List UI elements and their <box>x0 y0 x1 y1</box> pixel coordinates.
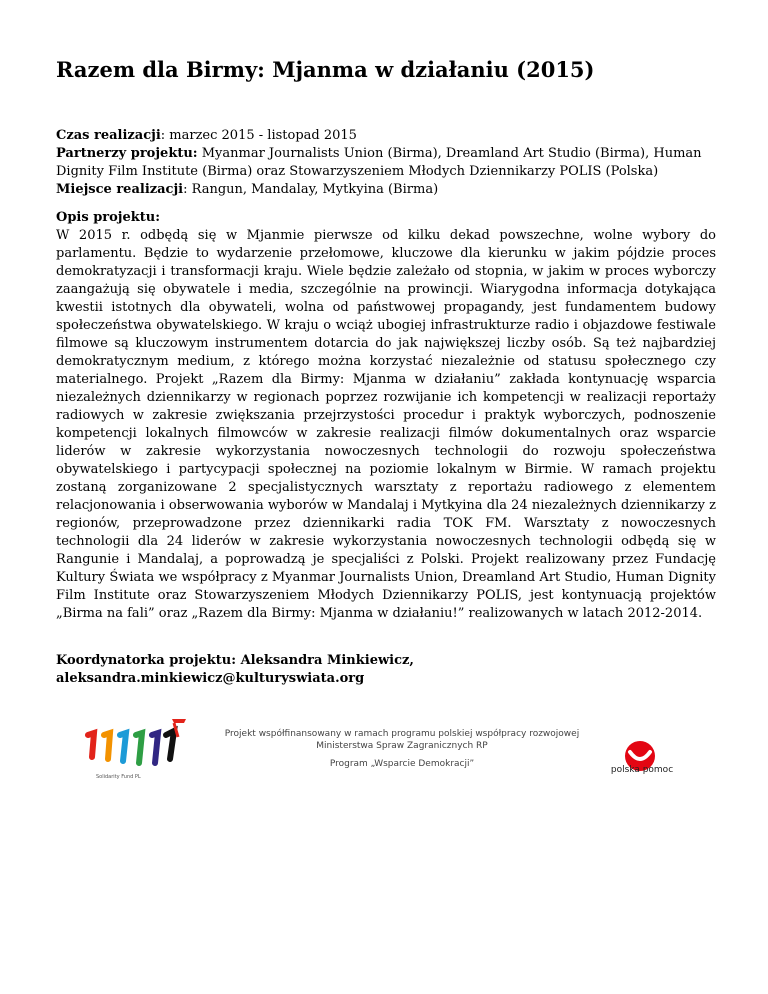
realization-place-label: Miejsce realizacji <box>56 182 184 197</box>
realization-place <box>56 181 716 199</box>
coordinator-name: Koordynatorka projektu: Aleksandra Minkiewicz, <box>56 653 414 668</box>
cofinance-line-2: Ministerstwa Spraw Zagranicznych RP <box>316 741 488 751</box>
project-partners-label: Partnerzy projektu: <box>56 146 198 161</box>
description-text: W 2015 r. odbędą się w Mjanmie pierwsze od kilku dekad powszechne, wolne wybory do parlamentu. Będzie to wydarzenie przełomowe, kluczowe dla kierunku w jakim pójdzie proces demokratyzacji i transformacji kraju. Wiele będzie zależało od stopnia, w jakim w proces wyborczy zaangażują się obywatele i media, szczególnie na prowincji. Wiarygodna informacja dotykająca kwestii istotnych dla obywateli, wolna od państwowej propagandy, jest fundamentem budowy społeczeństwa obywatelskiego. W kraju o wciąż ubogiej infrastrukturze radio i objazdowe festiwale filmowe są kluczowym instrumentem dotarcia do jak największej liczby osób. Są też najbardziej demokratycznym medium, z którego można korzystać niezależnie od statusu społecznego czy materialnego. Projekt „Razem dla Birmy: Mjanma w działaniu” zakłada kontynuację wsparcia niezależnych dziennikarzy w regionach poprzez rozwijanie ich kompetencji w realizacji reportaży radiowych w zakresie zwiększania przejrzystości procedur i praktyk wyborczych, podnoszenie kompetencji lokalnych filmowców w zakresie realizacji filmów dokumentalnych oraz wsparcie liderów w zakresie wykorzystania nowoczesnych technologii do rozwoju społeczeństwa obywatelskiego i partycypacji społecznej na poziomie lokalnym w Birmie. W ramach projektu zostaną zorganizowane 2 specjalistycznych warsztaty z reportażu radiowego z elementem relacjonowania i obserwowania wyborów w Mandalaj i Mytkyina dla 24 niezależnych dziennikarzy z regionów, przeprowadzone przez dziennikarki radia TOK FM. Warsztaty z nowoczesnych technologii dla 24 liderów w zakresie wykorzystania nowoczesnych technologii odbędą się w Rangunie i Mandalaj, a poprowadzą je specjaliści z Polski. Projekt realizowany przez Fundację Kultury Świata we współpracy z Myanmar Journalists Union, Dreamland Art Studio, Human Dignity Film Institute oraz Stowarzyszeniem Młodych Dziennikarzy POLIS, jest kontynuacją projektów „Birma na fali” oraz „Razem dla Birmy: Mjanma w działaniu!” realizowanych w latach 2012-2014. <box>56 228 716 621</box>
realization-time <box>56 127 716 145</box>
project-meta <box>56 127 716 199</box>
solidarity-caption: Solidarity Fund PL <box>96 774 141 780</box>
polska-pomoc-logo <box>610 726 670 786</box>
program-name: Program „Wsparcie Demokracji” <box>329 759 475 769</box>
realization-time-value: : marzec 2015 - listopad 2015 <box>160 128 357 143</box>
page-title: Razem dla Birmy: Mjanma w działaniu (2015) <box>56 57 595 82</box>
project-partners <box>56 145 716 181</box>
cofinance-note <box>212 728 592 770</box>
realization-time-label: Czas realizacji <box>56 128 161 143</box>
project-partners-value: Myanmar Journalists Union (Birma), Dreamland Art Studio (Birma), Human Dignity Film Institute (Birma) oraz Stowarzyszeniem Młodych Dziennikarzy POLIS (Polska) <box>56 146 702 179</box>
description-heading: Opis projektu: <box>56 210 161 225</box>
realization-place-value: : Rangun, Mandalay, Mytkyina (Birma) <box>183 182 439 197</box>
cofinance-line-1: Projekt współfinansowany w ramach programu polskiej współpracy rozwojowej <box>224 729 580 739</box>
coordinator <box>56 652 716 688</box>
project-description <box>56 209 716 623</box>
polska-pomoc-label: polska pomoc <box>610 765 674 775</box>
coordinator-email: aleksandra.minkiewicz@kulturyswiata.org <box>56 671 365 686</box>
